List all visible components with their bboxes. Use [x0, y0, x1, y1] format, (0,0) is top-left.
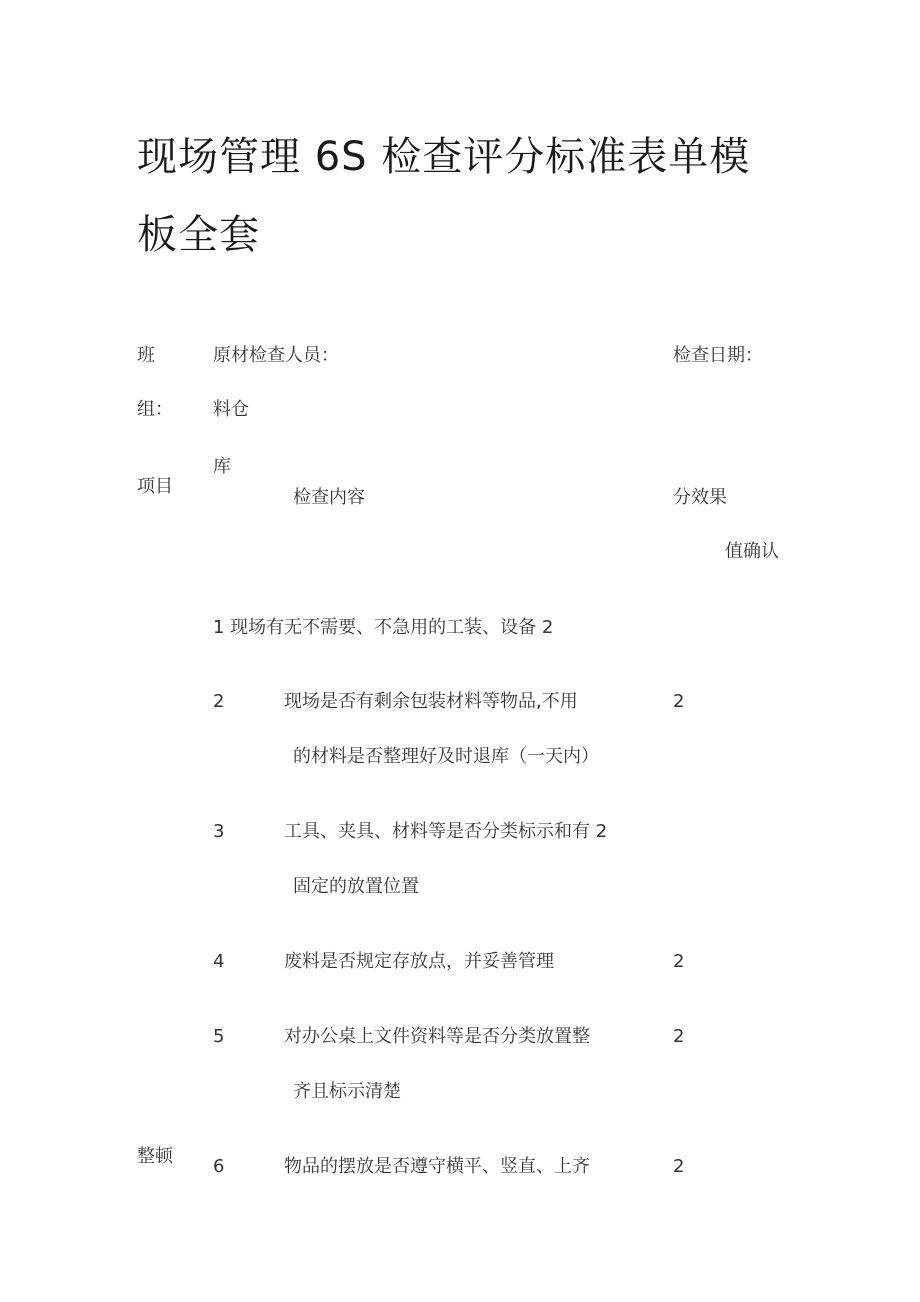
table-row-3-content-line2: 固定的放置位置 [293, 876, 419, 897]
table-row-6-number: 6 [213, 1156, 225, 1177]
table-row-3-content-line1: 工具、夹具、材料等是否分类标示和有 2 [284, 821, 608, 842]
column-header-item: 项目 [137, 476, 173, 497]
team-value-line2: 料仓 [213, 399, 249, 420]
table-row-4-number: 4 [213, 951, 225, 972]
table-row-5-content-line1: 对办公桌上文件资料等是否分类放置整 [284, 1026, 590, 1047]
team-label-line2: 组： [137, 399, 173, 420]
table-row-6-category: 整顿 [137, 1146, 173, 1167]
table-row-5-score: 2 [673, 1026, 685, 1047]
table-row-2-content-line2: 的材料是否整理好及时退库（一天内） [293, 746, 599, 767]
table-row-2-score: 2 [673, 691, 685, 712]
table-row-2-content-line1: 现场是否有剩余包装材料等物品,不用 [284, 691, 578, 712]
page-title: 现场管理 6S 检查评分标准表单模板全套 [137, 134, 751, 258]
column-header-score-line1: 分效果 [673, 487, 727, 508]
table-row-3-number: 3 [213, 821, 225, 842]
team-label-line1: 班 [137, 345, 155, 366]
table-row-4-score: 2 [673, 951, 685, 972]
inspection-date-label: 检查日期： [673, 345, 763, 366]
column-header-content: 检查内容 [293, 487, 365, 508]
team-value-line1: 原材检查人员： [213, 345, 339, 366]
table-row-5-number: 5 [213, 1026, 225, 1047]
column-header-score-line2: 值确认 [725, 541, 779, 562]
table-row-6-content-line1: 物品的摆放是否遵守横平、竖直、上齐 [284, 1156, 590, 1177]
table-row-5-content-line2: 齐且标示清楚 [293, 1081, 401, 1102]
table-row-4-content-line1: 废料是否规定存放点，并妥善管理 [284, 951, 554, 972]
table-row-6-score: 2 [673, 1156, 685, 1177]
team-value-line3: 库 [213, 456, 231, 477]
table-row-1-content: 1 现场有无不需要、不急用的工装、设备 2 [213, 617, 554, 638]
table-row-2-number: 2 [213, 691, 225, 712]
